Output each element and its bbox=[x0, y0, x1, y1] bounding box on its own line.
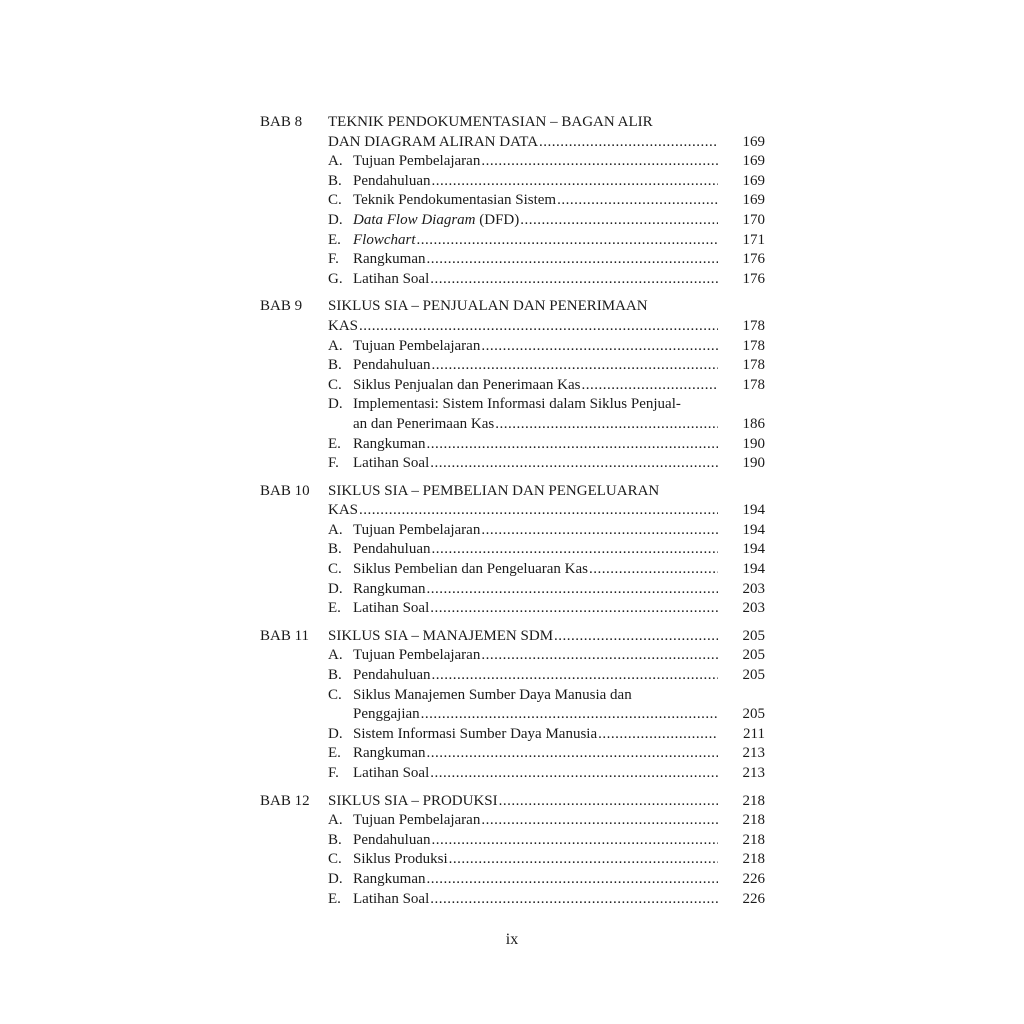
toc-entry[interactable] bbox=[260, 435, 765, 455]
toc-entry[interactable] bbox=[260, 152, 765, 172]
entry-letter: A. bbox=[328, 521, 343, 538]
leader-dots bbox=[427, 870, 719, 890]
entry-text-rest: (DFD) bbox=[475, 211, 520, 228]
leader-dots bbox=[539, 133, 718, 153]
toc-entry[interactable] bbox=[260, 211, 765, 231]
chapter-title: SIKLUS SIA – MANAJEMEN SDM bbox=[328, 627, 554, 644]
entry-letter: E. bbox=[328, 600, 341, 617]
chapter-title-row[interactable] bbox=[260, 317, 765, 337]
entry-letter: E. bbox=[328, 435, 341, 452]
leader-dots bbox=[431, 666, 718, 686]
toc-entry[interactable] bbox=[260, 560, 765, 580]
page-number: 211 bbox=[743, 725, 765, 742]
entry-text: Sistem Informasi Sumber Daya Manusia bbox=[353, 725, 598, 742]
chapter-title: SIKLUS SIA – PENJUALAN DAN PENERIMAAN bbox=[328, 298, 648, 315]
entry-text bbox=[353, 231, 416, 251]
chapter-bab-8 bbox=[260, 113, 765, 289]
entry-text: Tujuan Pembelajaran bbox=[353, 337, 481, 354]
entry-text: Tujuan Pembelajaran bbox=[353, 153, 481, 170]
chapter-title-row[interactable] bbox=[260, 501, 765, 521]
entry-text: Pendahuluan bbox=[353, 172, 431, 189]
toc-entry[interactable] bbox=[260, 356, 765, 376]
chapter-title-row bbox=[260, 113, 765, 133]
page-number: 169 bbox=[742, 172, 765, 189]
leader-dots bbox=[431, 172, 718, 192]
entry-text: Penggajian bbox=[353, 706, 420, 723]
page-number: 190 bbox=[742, 435, 765, 452]
entry-text: an dan Penerimaan Kas bbox=[353, 415, 495, 432]
page-number: 176 bbox=[742, 270, 765, 287]
entry-text: Siklus Manajemen Sumber Daya Manusia dan bbox=[353, 686, 632, 703]
entry-text: Pendahuluan bbox=[353, 831, 431, 848]
page-number: 186 bbox=[742, 415, 765, 432]
page-number: 178 bbox=[742, 357, 765, 374]
entry-letter: A. bbox=[328, 812, 343, 829]
entry-letter: B. bbox=[328, 172, 342, 189]
toc-entry[interactable] bbox=[260, 811, 765, 831]
entry-text: Latihan Soal bbox=[353, 455, 430, 472]
toc-entry[interactable] bbox=[260, 580, 765, 600]
page-number: 169 bbox=[742, 153, 765, 170]
toc-entry[interactable] bbox=[260, 376, 765, 396]
chapter-title-row[interactable] bbox=[260, 133, 765, 153]
chapter-label: BAB 12 bbox=[260, 792, 310, 809]
entry-text: Teknik Pendokumentasian Sistem bbox=[353, 192, 557, 209]
page-number: 169 bbox=[742, 133, 765, 150]
toc-entry-continuation[interactable] bbox=[260, 705, 765, 725]
page-number: 205 bbox=[742, 706, 765, 723]
entry-text: Pendahuluan bbox=[353, 357, 431, 374]
entry-text: Pendahuluan bbox=[353, 541, 431, 558]
entry-letter: D. bbox=[328, 580, 343, 597]
entry-text: Rangkuman bbox=[353, 580, 426, 597]
entry-text: Rangkuman bbox=[353, 251, 426, 268]
leader-dots bbox=[431, 540, 718, 560]
page-number: 203 bbox=[742, 580, 765, 597]
table-of-contents bbox=[260, 113, 765, 917]
toc-entry[interactable] bbox=[260, 191, 765, 211]
page-number: 218 bbox=[742, 812, 765, 829]
page-number: 194 bbox=[742, 521, 765, 538]
toc-entry[interactable] bbox=[260, 666, 765, 686]
entry-letter: D. bbox=[328, 211, 343, 228]
leader-dots bbox=[421, 705, 718, 725]
entry-letter: C. bbox=[328, 376, 342, 393]
page-number: 176 bbox=[742, 251, 765, 268]
entry-text: Latihan Soal bbox=[353, 765, 430, 781]
entry-text: Latihan Soal bbox=[353, 600, 430, 617]
page-number: 205 bbox=[742, 667, 765, 684]
page-number: 171 bbox=[742, 231, 765, 248]
entry-letter: C. bbox=[328, 686, 342, 703]
entry-text: Rangkuman bbox=[353, 745, 426, 762]
page-number: 169 bbox=[742, 192, 765, 209]
leader-dots bbox=[481, 811, 718, 831]
entry-text: Rangkuman bbox=[353, 435, 426, 452]
page-number: 218 bbox=[742, 792, 765, 809]
leader-dots bbox=[554, 627, 718, 647]
entry-letter: F. bbox=[328, 455, 339, 472]
page-number: 194 bbox=[742, 502, 765, 519]
entry-letter: D. bbox=[328, 725, 343, 742]
toc-entry[interactable] bbox=[260, 395, 765, 415]
entry-text: Latihan Soal bbox=[353, 890, 430, 907]
page-folio: ix bbox=[505, 931, 519, 948]
toc-entry[interactable] bbox=[260, 231, 765, 251]
chapter-title-row[interactable] bbox=[260, 792, 765, 812]
chapter-title: SIKLUS SIA – PEMBELIAN DAN PENGELUARAN bbox=[328, 482, 660, 499]
chapter-label: BAB 9 bbox=[260, 298, 303, 315]
chapter-label: BAB 11 bbox=[260, 627, 310, 644]
toc-entry[interactable] bbox=[260, 850, 765, 870]
toc-entry[interactable] bbox=[260, 599, 765, 619]
leader-dots bbox=[427, 250, 719, 270]
entry-text: Latihan Soal bbox=[353, 270, 430, 287]
page-number: 194 bbox=[742, 561, 765, 578]
leader-dots bbox=[430, 890, 718, 910]
leader-dots bbox=[427, 744, 719, 764]
entry-letter: C. bbox=[328, 192, 342, 209]
entry-letter: C. bbox=[328, 561, 342, 578]
chapter-bab-12 bbox=[260, 792, 765, 910]
leader-dots bbox=[427, 580, 719, 600]
chapter-label: BAB 8 bbox=[260, 114, 303, 130]
chapter-title: KAS bbox=[328, 317, 359, 334]
leader-dots bbox=[359, 501, 718, 521]
entry-text: Siklus Penjualan dan Penerimaan Kas bbox=[353, 376, 581, 393]
entry-letter: B. bbox=[328, 357, 342, 374]
chapter-title-row[interactable] bbox=[260, 627, 765, 647]
toc-entry[interactable] bbox=[260, 725, 765, 745]
page-number: 226 bbox=[742, 870, 765, 887]
chapter-bab-11 bbox=[260, 627, 765, 784]
entry-text: Tujuan Pembelajaran bbox=[353, 812, 481, 829]
entry-text: Siklus Produksi bbox=[353, 851, 448, 868]
toc-entry[interactable] bbox=[260, 890, 765, 910]
page-number: 213 bbox=[742, 765, 765, 781]
entry-text: Tujuan Pembelajaran bbox=[353, 521, 481, 538]
entry-text-italic: Data Flow Diagram bbox=[353, 211, 476, 228]
page-number: 218 bbox=[742, 851, 765, 868]
leader-dots bbox=[417, 231, 719, 251]
entry-text: Siklus Pembelian dan Pengeluaran Kas bbox=[353, 561, 588, 578]
leader-dots bbox=[430, 454, 718, 474]
leader-dots bbox=[581, 376, 718, 396]
toc-entry[interactable] bbox=[260, 521, 765, 541]
page-number: 194 bbox=[742, 541, 765, 558]
leader-dots bbox=[481, 337, 718, 357]
page-number: 178 bbox=[742, 376, 765, 393]
toc-entry[interactable] bbox=[260, 744, 765, 764]
page-number: 205 bbox=[742, 647, 765, 664]
entry-letter: E. bbox=[328, 745, 341, 762]
entry-letter: G. bbox=[328, 270, 343, 287]
page-number: 218 bbox=[742, 831, 765, 848]
toc-entry[interactable] bbox=[260, 540, 765, 560]
leader-dots bbox=[557, 191, 718, 211]
leader-dots bbox=[481, 521, 718, 541]
entry-text: Tujuan Pembelajaran bbox=[353, 647, 481, 664]
entry-letter: A. bbox=[328, 337, 343, 354]
chapter-title: KAS bbox=[328, 502, 359, 519]
entry-letter: A. bbox=[328, 647, 343, 664]
toc-entry[interactable] bbox=[260, 172, 765, 192]
toc-entry-continuation[interactable] bbox=[260, 415, 765, 435]
page-number: 178 bbox=[742, 337, 765, 354]
entry-letter: C. bbox=[328, 851, 342, 868]
entry-letter: F. bbox=[328, 765, 339, 781]
leader-dots bbox=[430, 599, 718, 619]
toc-entry[interactable] bbox=[260, 270, 765, 290]
entry-text: Pendahuluan bbox=[353, 667, 431, 684]
page-number: 170 bbox=[742, 211, 765, 228]
leader-dots bbox=[495, 415, 718, 435]
leader-dots bbox=[359, 317, 718, 337]
entry-letter: E. bbox=[328, 231, 341, 248]
entry-text bbox=[353, 211, 519, 231]
toc-entry[interactable] bbox=[260, 686, 765, 706]
leader-dots bbox=[431, 831, 718, 851]
page-number: 190 bbox=[742, 455, 765, 472]
entry-letter: A. bbox=[328, 153, 343, 170]
page-number: 178 bbox=[742, 317, 765, 334]
chapter-bab-10 bbox=[260, 482, 765, 619]
toc-entry[interactable] bbox=[260, 831, 765, 851]
leader-dots bbox=[520, 211, 718, 231]
page-number: 226 bbox=[742, 890, 765, 907]
entry-text: Implementasi: Sistem Informasi dalam Siklus Penjual- bbox=[353, 396, 681, 413]
entry-letter: B. bbox=[328, 831, 342, 848]
entry-text: Rangkuman bbox=[353, 870, 426, 887]
leader-dots bbox=[499, 792, 718, 812]
entry-letter: D. bbox=[328, 396, 343, 413]
entry-text-italic: Flowchart bbox=[353, 231, 416, 248]
page-number: 213 bbox=[742, 745, 765, 762]
toc-entry[interactable] bbox=[260, 870, 765, 890]
page-number: 205 bbox=[742, 627, 765, 644]
leader-dots bbox=[481, 152, 718, 172]
entry-letter: E. bbox=[328, 890, 341, 907]
toc-entry[interactable] bbox=[260, 646, 765, 666]
page-number: 203 bbox=[742, 600, 765, 617]
entry-letter: B. bbox=[328, 541, 342, 558]
toc-entry[interactable] bbox=[260, 337, 765, 357]
entry-letter: D. bbox=[328, 870, 343, 887]
leader-dots bbox=[427, 435, 719, 455]
leader-dots bbox=[449, 850, 718, 870]
leader-dots bbox=[481, 646, 718, 666]
chapter-bab-9 bbox=[260, 297, 765, 473]
chapter-title: TEKNIK PENDOKUMENTASIAN – BAGAN ALIR bbox=[328, 114, 653, 130]
leader-dots bbox=[598, 725, 718, 745]
leader-dots bbox=[430, 764, 718, 784]
chapter-title: DAN DIAGRAM ALIRAN DATA bbox=[328, 133, 539, 150]
leader-dots bbox=[589, 560, 718, 580]
toc-entry[interactable] bbox=[260, 764, 765, 784]
leader-dots bbox=[431, 356, 718, 376]
chapter-label: BAB 10 bbox=[260, 482, 310, 499]
entry-letter: B. bbox=[328, 667, 342, 684]
leader-dots bbox=[430, 270, 718, 290]
chapter-title-row bbox=[260, 482, 765, 502]
chapter-title: SIKLUS SIA – PRODUKSI bbox=[328, 792, 498, 809]
entry-letter: F. bbox=[328, 251, 339, 268]
toc-entry[interactable] bbox=[260, 454, 765, 474]
chapter-title-row bbox=[260, 297, 765, 317]
toc-entry[interactable] bbox=[260, 250, 765, 270]
